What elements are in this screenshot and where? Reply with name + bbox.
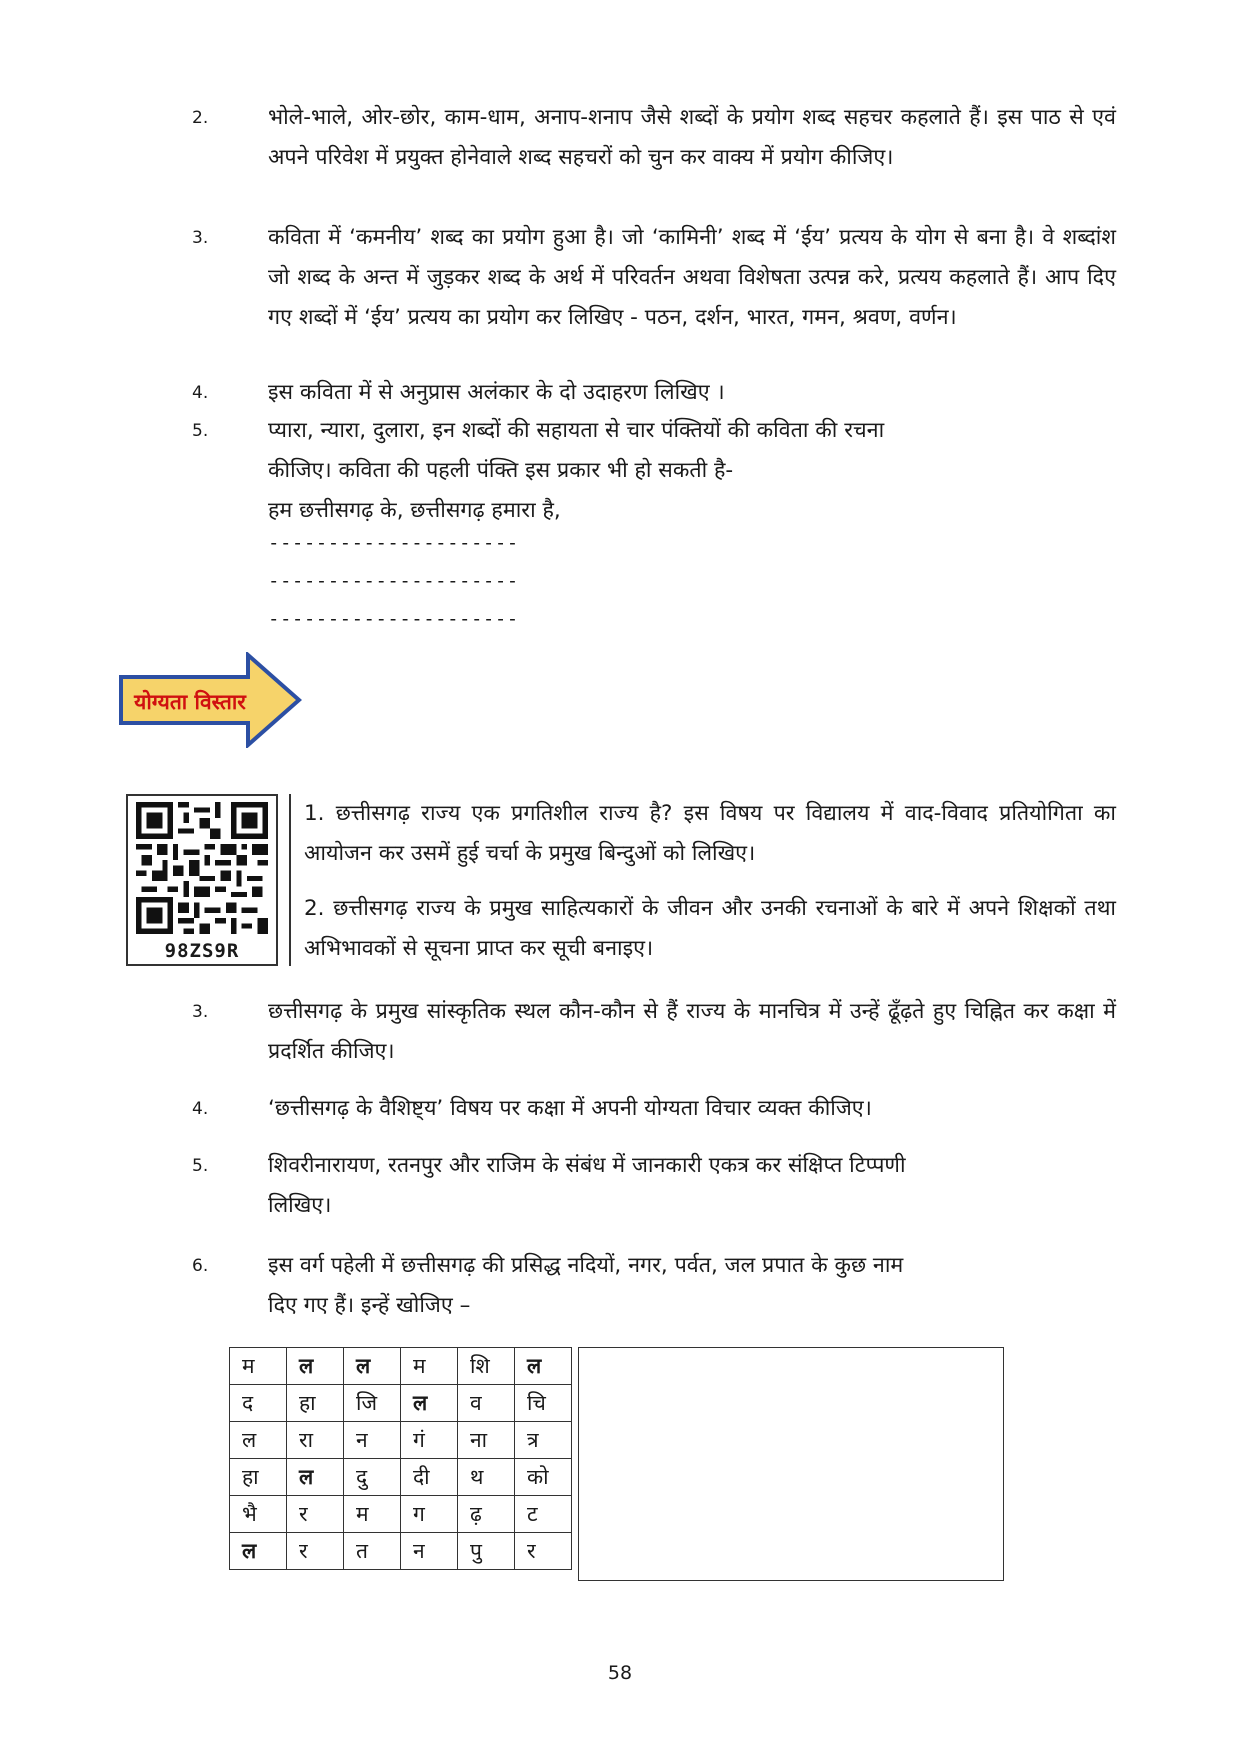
grid-cell: ल [401,1385,458,1422]
grid-cell: भै [230,1496,287,1533]
grid-row [230,1348,572,1385]
word-puzzle-grid [229,1347,572,1570]
grid-cell: र [287,1533,344,1570]
question-number: 2. [192,108,209,128]
grid-cell: ग [401,1496,458,1533]
grid-cell: थ [458,1459,515,1496]
grid-cell: गं [401,1422,458,1459]
grid-cell: म [230,1348,287,1385]
grid-row [230,1496,572,1533]
question-number: 6. [192,1256,209,1276]
grid-cell: दु [344,1459,401,1496]
question-text: छत्तीसगढ़ के प्रमुख सांस्कृतिक स्थल कौन-कौन से हैं राज्य के मानचित्र में उन्हें ढूँढ़ते हुए चिह्नित कर कक्षा में प्रदर्शित कीजिए। [268,999,1116,1064]
grid-cell: रा [287,1422,344,1459]
question-number: 3. [192,1002,209,1022]
question-number: 4. [192,1099,209,1119]
grid-cell: दी [401,1459,458,1496]
grid-cell: ल [287,1459,344,1496]
grid-cell: चि [515,1385,572,1422]
grid-cell: त्र [515,1422,572,1459]
question-number: 4. [192,383,209,403]
qr-code-image[interactable] [136,802,268,934]
blank-line: --------------------- [268,608,519,630]
question-line: प्यारा, न्यारा, दुलारा, इन शब्दों की सहायता से चार पंक्तियों की कविता की रचना [268,418,885,443]
grid-cell: द [230,1385,287,1422]
grid-cell: हा [287,1385,344,1422]
question-text: भोले-भाले, ओर-छोर, काम-धाम, अनाप-शनाप जैसे शब्दों के प्रयोग शब्द सहचर कहलाते हैं। इस पाठ से एवं अपने परिवेश में प्रयुक्त होनेवाले शब्द सहचरों को चुन कर वाक्य में प्रयोग कीजिए। [268,105,1116,170]
question-number: 5. [192,421,209,441]
grid-cell: त [344,1533,401,1570]
question-line: दिए गए हैं। इन्हें खोजिए – [268,1293,471,1318]
question-number: 5. [192,1156,209,1176]
question-text: कविता में ‘कमनीय’ शब्द का प्रयोग हुआ है। जो ‘कामिनी’ शब्द में ‘ईय’ प्रत्यय के योग से बना है। वे शब्दांश जो शब्द के अन्त में जुड़कर शब्द के अर्थ में परिवर्तन अथवा विशेषता उत्पन्न करे, प्रत्यय कहलाते हैं। आप दिए गए शब्दों में ‘ईय’ प्रत्यय का प्रयोग कर लिखिए - पठन, दर्शन, भारत, गमन, श्रवण, वर्णन। [268,225,1116,330]
question-text: 1. छत्तीसगढ़ राज्य एक प्रगतिशील राज्य है? इस विषय पर विद्यालय में वाद-विवाद प्रतियोगिता का आयोजन कर उसमें हुई चर्चा के प्रमुख बिन्दुओं को लिखिए। [304,801,1116,866]
grid-cell: र [515,1533,572,1570]
grid-cell: न [401,1533,458,1570]
grid-cell: ल [287,1348,344,1385]
grid-cell: म [344,1496,401,1533]
grid-cell: ट [515,1496,572,1533]
grid-cell: शि [458,1348,515,1385]
qr-question-1 [304,794,1116,874]
grid-row [230,1459,572,1496]
grid-cell: हा [230,1459,287,1496]
grid-cell: पु [458,1533,515,1570]
question-line: इस वर्ग पहेली में छत्तीसगढ़ की प्रसिद्ध नदियों, नगर, पर्वत, जल प्रपात के कुछ नाम [268,1253,904,1278]
grid-cell: न [344,1422,401,1459]
page-number: 58 [607,1662,633,1684]
grid-cell: ल [230,1533,287,1570]
grid-cell: म [401,1348,458,1385]
blank-line: --------------------- [268,532,519,554]
question-line: कीजिए। कविता की पहली पंक्ति इस प्रकार भी हो सकती है- [268,458,734,483]
grid-row [230,1422,572,1459]
question-line: लिखिए। [268,1193,332,1218]
grid-cell: व [458,1385,515,1422]
question-text [268,411,1116,531]
grid-cell: जि [344,1385,401,1422]
grid-cell: ल [515,1348,572,1385]
question-text: ‘छत्तीसगढ़ के वैशिष्ट्य’ विषय पर कक्षा में अपनी योग्यता विचार व्यक्त कीजिए। [268,1096,872,1121]
grid-cell: ल [230,1422,287,1459]
grid-cell: र [287,1496,344,1533]
blank-line: --------------------- [268,570,519,592]
answer-box [578,1347,1004,1581]
question-line: शिवरीनारायण, रतनपुर और राजिम के संबंध में जानकारी एकत्र कर संक्षिप्त टिप्पणी [268,1153,906,1178]
qr-question-2 [304,889,1116,969]
grid-cell: को [515,1459,572,1496]
question-text: 2. छत्तीसगढ़ राज्य के प्रमुख साहित्यकारों के जीवन और उनकी रचनाओं के बारे में अपने शिक्षकों तथा अभिभावकों से सूचना प्राप्त कर सूची बनाइए। [304,896,1116,961]
grid-cell: ना [458,1422,515,1459]
section-banner-title: योग्यता विस्तार [134,690,246,714]
qr-divider [289,794,291,966]
question-number: 3. [192,228,209,248]
grid-cell: ढ़ [458,1496,515,1533]
section-banner-arrow [118,652,302,748]
poem-first-line: हम छत्तीसगढ़ के, छत्तीसगढ़ हमारा है, [268,498,561,523]
qr-code-caption: 98ZS9R [164,940,240,962]
qr-code-box[interactable] [126,794,278,966]
grid-row [230,1385,572,1422]
question-text [268,1246,1116,1326]
grid-cell: ल [344,1348,401,1385]
question-text: इस कविता में से अनुप्रास अलंकार के दो उदाहरण लिखिए । [268,380,725,405]
question-text [268,1146,1116,1226]
grid-row [230,1533,572,1570]
